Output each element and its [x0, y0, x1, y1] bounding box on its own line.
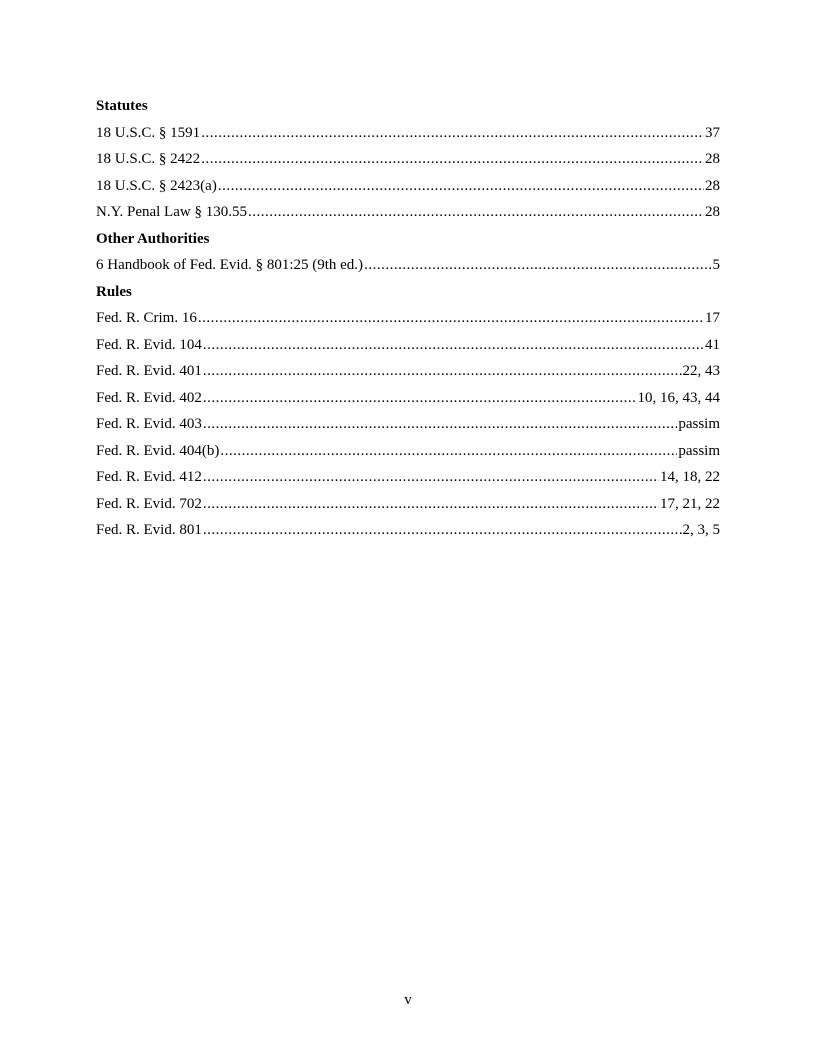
authority-entry [96, 333, 720, 360]
authority-name: Fed. R. Evid. 404(b) [96, 442, 220, 459]
authority-name: Fed. R. Evid. 104 [96, 336, 202, 353]
dot-leader [203, 335, 704, 355]
authority-name: Fed. R. Evid. 401 [96, 363, 202, 379]
authority-entry [96, 306, 720, 333]
page-number: v [404, 992, 412, 1008]
section-heading: Statutes [96, 98, 148, 114]
section-heading: Other Authorities [96, 230, 210, 247]
page-references: passim [678, 442, 720, 459]
authority-name: Fed. R. Crim. 16 [96, 310, 197, 326]
page-references: 17 [705, 310, 720, 326]
dot-leader [248, 202, 704, 222]
page-references: 37 [705, 124, 720, 141]
authority-name: N.Y. Penal Law § 130.55 [96, 204, 247, 220]
dot-leader [203, 414, 677, 434]
authority-entry [96, 412, 720, 439]
authority-entry [96, 492, 720, 519]
authority-name: 18 U.S.C. § 2422 [96, 151, 201, 167]
authority-entry [96, 121, 720, 148]
dot-leader [201, 123, 704, 143]
page-references: 41 [705, 336, 720, 353]
page-references: 14, 18, 22 [660, 469, 720, 485]
section-rules [96, 280, 720, 545]
authority-entry [96, 253, 720, 280]
dot-leader [203, 388, 637, 408]
table-of-authorities [96, 94, 720, 545]
section-heading: Rules [96, 283, 132, 300]
dot-leader [198, 308, 704, 328]
page-references: 28 [705, 204, 720, 220]
page-references: 10, 16, 43, 44 [637, 389, 720, 406]
dot-leader [220, 441, 677, 461]
dot-leader [201, 149, 704, 169]
authority-entry [96, 518, 720, 545]
dot-leader [364, 255, 711, 275]
dot-leader [218, 176, 704, 196]
authority-entry [96, 147, 720, 174]
dot-leader [203, 361, 682, 381]
authority-name: 6 Handbook of Fed. Evid. § 801:25 (9th ed.) [96, 257, 364, 273]
page-references: 5 [712, 257, 720, 273]
authority-entry [96, 386, 720, 413]
authority-name: Fed. R. Evid. 702 [96, 495, 202, 512]
authority-entry [96, 174, 720, 201]
authority-name: Fed. R. Evid. 402 [96, 389, 202, 406]
authority-entry [96, 200, 720, 227]
authority-entry [96, 439, 720, 466]
section-other-authorities [96, 227, 720, 280]
authority-name: 18 U.S.C. § 1591 [96, 124, 201, 141]
page-references: passim [678, 416, 720, 432]
page-references: 28 [705, 177, 720, 194]
authority-entry [96, 465, 720, 492]
authority-name: Fed. R. Evid. 801 [96, 522, 202, 538]
authority-name: 18 U.S.C. § 2423(a) [96, 177, 217, 194]
page-references: 22, 43 [682, 363, 720, 379]
section-statutes [96, 94, 720, 227]
authority-entry [96, 359, 720, 386]
authority-name: Fed. R. Evid. 403 [96, 416, 202, 432]
page-references: 2, 3, 5 [682, 522, 720, 538]
authority-name: Fed. R. Evid. 412 [96, 469, 202, 485]
dot-leader [203, 467, 659, 487]
page-references: 28 [705, 151, 720, 167]
page-references: 17, 21, 22 [660, 495, 720, 512]
dot-leader [203, 494, 659, 514]
dot-leader [203, 520, 682, 540]
